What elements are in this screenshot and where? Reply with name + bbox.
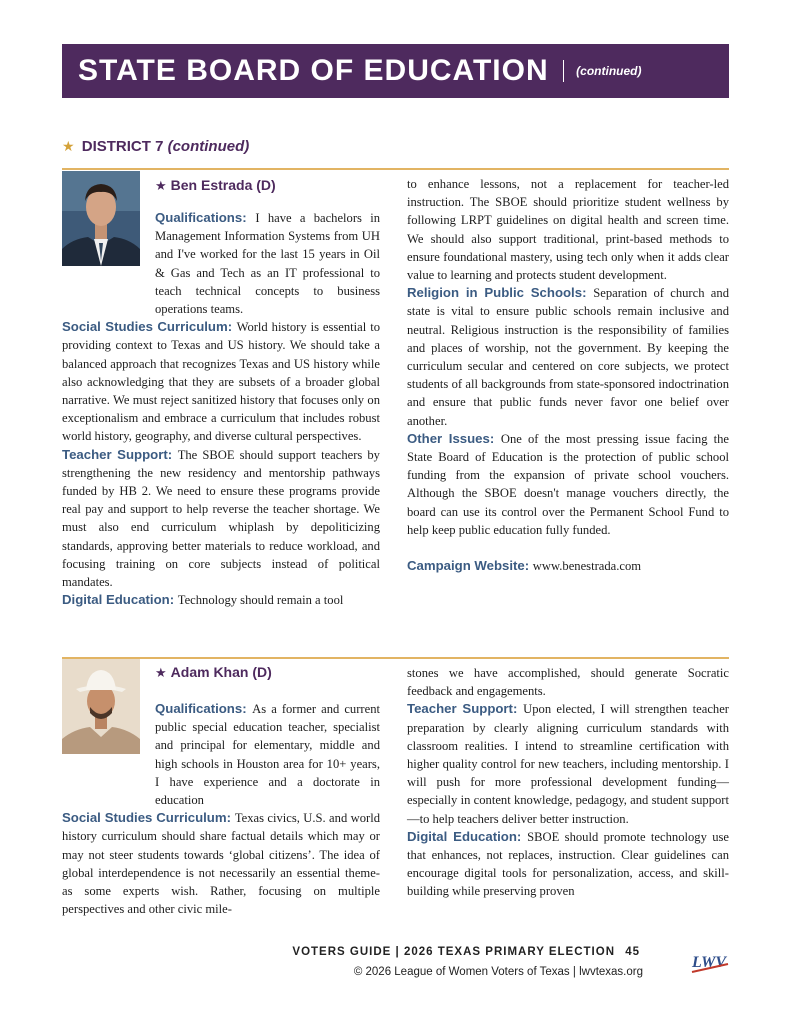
footer-copyright-line: © 2026 League of Women Voters of Texas | lwvtexas.org	[353, 966, 643, 978]
candidate-right-column	[407, 664, 729, 901]
candidate-right-column	[407, 175, 729, 575]
lwv-logo	[690, 950, 730, 980]
candidate-left-column	[62, 700, 380, 918]
section-rule	[62, 657, 729, 659]
digital-education-paragraph: Digital Education: Technology should remain a tool	[62, 592, 344, 608]
other-issues-paragraph: Other Issues: One of the most pressing issue facing the State Board of Education is the protection of public school funding from the expansion of private school vouchers. Although the SBOE doesn't manage vouchers directly, the board can use its control over the Permanent School Fund to help keep public education fully funded.	[407, 430, 729, 537]
district-heading	[62, 138, 249, 155]
campaign-website-link[interactable]: www.benestrada.com	[532, 559, 642, 574]
social-studies-paragraph: Social Studies Curriculum: Texas civics, U.S. and world history curriculum should share factual details which may or may not steer students towards ‘global citizens’. The idea of global interdependence is not necessarily an essential theme- as some experts wish. Rather, focusing on multiple perspectives and other civic mile-	[62, 810, 380, 917]
header-continued: (continued)	[576, 64, 642, 78]
page-number: 45	[625, 946, 640, 958]
section-rule	[62, 168, 729, 170]
footer-site-link[interactable]: lwvtexas.org	[579, 966, 643, 978]
qualifications-paragraph: Qualifications: As a former and current public special education teacher, specialist and principal for elementary, middle and high schools in Houston area for 10+ years, I have experience and a doctorate in education	[155, 701, 380, 808]
footer-election-line: VOTERS GUIDE | 2026 TEXAS PRIMARY ELECTION 45	[292, 946, 640, 958]
star-icon: ★	[155, 178, 167, 193]
campaign-website-paragraph: Campaign Website: www.benestrada.com	[407, 558, 642, 574]
page-title: STATE BOARD OF EDUCATION	[78, 54, 549, 87]
section-header	[62, 44, 729, 98]
district-label: DISTRICT 7	[81, 138, 164, 155]
teacher-support-paragraph: Teacher Support: The SBOE should support teachers by strengthening the new residency and mentorship pathways funded by HB 2. We need to ensure these programs provide real pay and support to help reverse the teacher shortage. We must also end curriculum whiplash by depoliticizing standards, approving better materials to reduce workload, and focusing training on core subjects instead of political mandates.	[62, 446, 380, 590]
qualifications-paragraph: Qualifications: I have a bachelors in Management Information Systems from UH and I've worked for the last 15 years in Oil & Gas and Tech as an IT professional to teach technical concepts to business operations teams.	[155, 210, 380, 317]
star-icon: ★	[155, 665, 167, 680]
candidate-name: ★ Adam Khan (D)	[155, 664, 272, 680]
candidate-left-column	[62, 209, 380, 609]
religion-paragraph: Religion in Public Schools: Separation of church and state is vital to ensure public schools remain inclusive and neutral. Religious instruction is the responsibility of families and places of worship, not the government. By keeping the curriculum secular and centered on core subjects, we protect students of all backgrounds from state-sponsored indoctrination and ensure that public funds never favor one belief over another.	[407, 285, 729, 428]
district-continued: (continued)	[167, 138, 250, 155]
digital-education-paragraph: Digital Education: SBOE should promote technology use that enhances, not replaces, instruction. Clear guidelines can encourage digital tools for personalization, access, and skill-building while preserving proven	[407, 828, 730, 899]
teacher-support-paragraph: Teacher Support: Upon elected, I will strengthen teacher preparation by clearly aligning curriculum standards with classroom realities. I intend to streamline certification with higher quality control for new teachers, including mentorship. I will push for more professional development funding—especially in content knowledge, pedagogy, and student support—to help teachers deliver better instruction.	[407, 701, 729, 826]
header-divider	[563, 60, 565, 82]
social-studies-continued: stones we have accomplished, should generate Socratic feedback and engagements.	[407, 666, 729, 699]
social-studies-paragraph: Social Studies Curriculum: World history is essential to providing context to Texas and US history. We should take a balanced approach that recognizes Texas and US history while also acknowledging that they are subsets of a broader global narrative. We must reject sanitized history that focuses only on exceptionalism and embrace a curriculum that includes robust world history, geography, and diverse cultural perspectives.	[62, 319, 380, 444]
star-icon: ★	[62, 138, 75, 154]
lwv-logo-text: LWV	[692, 954, 727, 971]
candidate-name: ★ Ben Estrada (D)	[155, 177, 276, 193]
digital-education-continued: to enhance lessons, not a replacement for teacher-led instruction. The SBOE should prioritize student wellness by following LRPT guidelines on digital health and screen time. We should also support traditional, print-based methods to ensure foundational mastery, using tech only when it adds clear value to learning and protects student development.	[407, 177, 729, 283]
